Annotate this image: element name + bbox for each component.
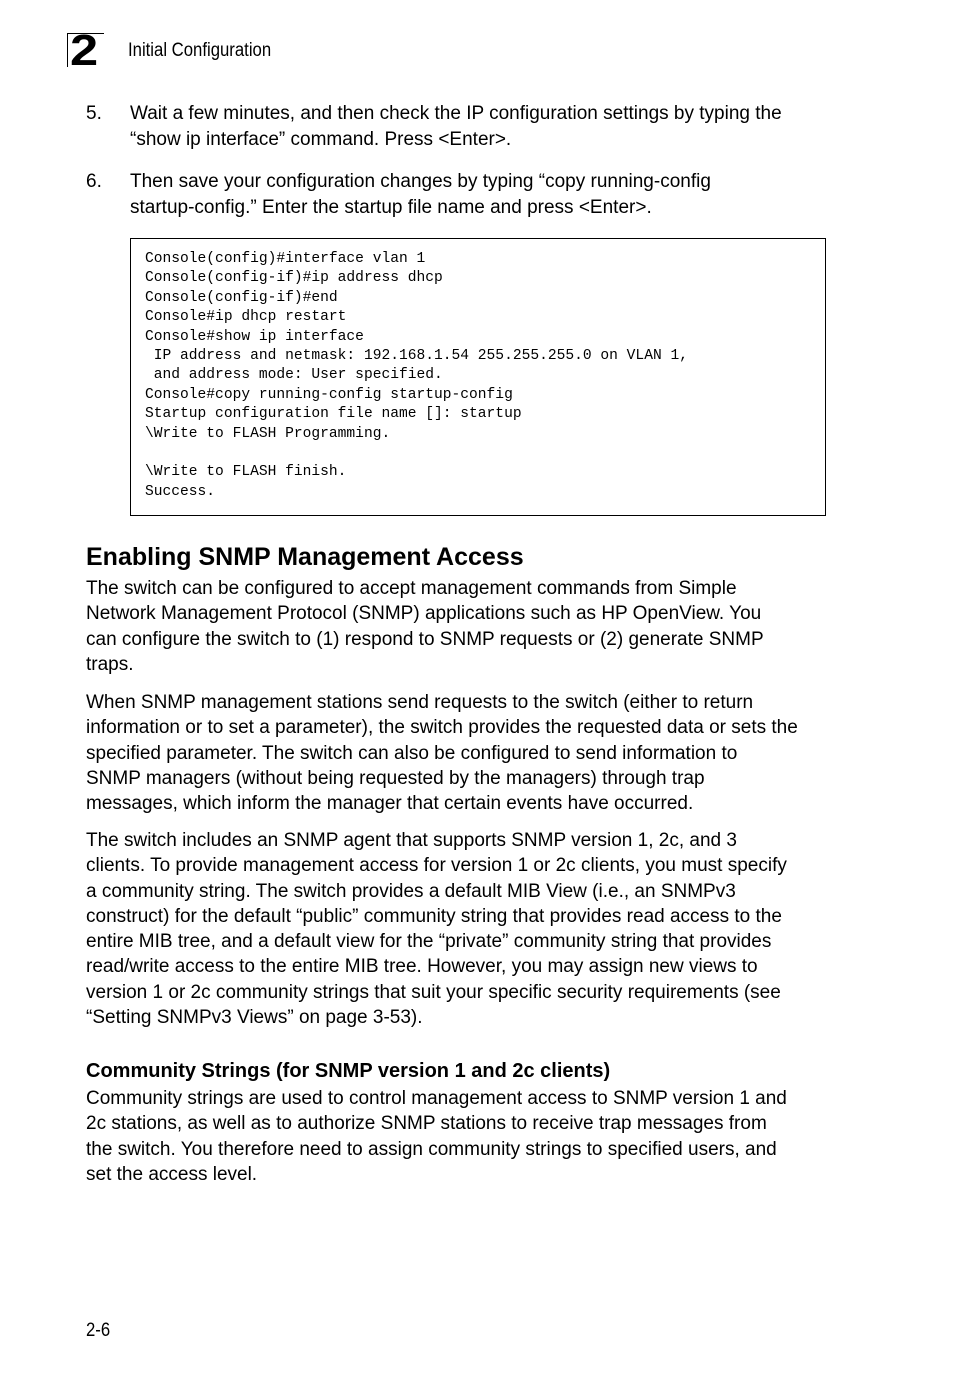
code-line: Console#show ip interface [145, 328, 364, 345]
step-number: 6. [86, 171, 102, 192]
paragraph-line: clients. To provide management access for version 1 or 2c clients, you must specify [86, 855, 787, 877]
paragraph-3 [86, 828, 856, 1030]
subsection-paragraph [86, 1086, 856, 1187]
paragraph-line: 2c stations, as well as to authorize SNMP stations to receive trap messages from [86, 1113, 767, 1135]
code-line: Console#copy running-config startup-config [145, 386, 513, 403]
paragraph-line: traps. [86, 653, 134, 675]
code-line: IP address and netmask: 192.168.1.54 255.255.255.0 on VLAN 1, [145, 347, 688, 364]
code-line: Success. [145, 483, 216, 500]
paragraph-2 [86, 690, 856, 816]
step-5 [86, 101, 846, 152]
paragraph-1 [86, 576, 856, 677]
paragraph-line: Network Management Protocol (SNMP) applications such as HP OpenView. You [86, 603, 762, 625]
paragraph-line: messages, which inform the manager that certain events have occurred. [86, 793, 694, 815]
code-line-blank [145, 444, 825, 463]
code-line: and address mode: User specified. [145, 367, 443, 384]
paragraph-line: the switch. You therefore need to assign community strings to specified users, and [86, 1138, 777, 1160]
code-line: \Write to FLASH finish. [145, 464, 347, 481]
paragraph-line: SNMP managers (without being requested by the managers) through trap [86, 767, 705, 789]
paragraph-line: specified parameter. The switch can also be configured to send information to [86, 742, 738, 764]
step-text-line: Wait a few minutes, and then check the IP configuration settings by typing the [130, 103, 782, 124]
paragraph-line: set the access level. [86, 1163, 258, 1185]
step-text [130, 169, 846, 220]
step-text-line: startup-config.” Enter the startup file name and press <Enter>. [130, 196, 652, 218]
running-title: Initial Configuration [128, 40, 272, 61]
code-line: Console(config-if)#end [145, 289, 338, 306]
code-line: Console(config-if)#ip address dhcp [145, 270, 443, 287]
paragraph-line: The switch can be configured to accept management commands from Simple [86, 578, 737, 599]
paragraph-line: information or to set a parameter), the switch provides the requested data or sets the [86, 717, 798, 739]
paragraph-line: a community string. The switch provides a default MIB View (i.e., an SNMPv3 [86, 880, 736, 902]
paragraph-line: construct) for the default “public” community string that provides read access to the [86, 905, 782, 927]
step-text-line: Then save your configuration changes by typing “copy running-config [130, 171, 711, 192]
step-6 [86, 169, 846, 220]
page-number: 2-6 [86, 1320, 111, 1341]
code-line: Console#ip dhcp restart [145, 309, 347, 326]
chapter-number: 2 [70, 26, 99, 75]
paragraph-line: entire MIB tree, and a default view for the “private” community string that provides [86, 931, 772, 953]
paragraph-line: The switch includes an SNMP agent that supports SNMP version 1, 2c, and 3 [86, 830, 737, 851]
paragraph-line: When SNMP management stations send requests to the switch (either to return [86, 692, 754, 713]
paragraph-line: version 1 or 2c community strings that suit your specific security requirements (see [86, 981, 781, 1003]
subsection-heading: Community Strings (for SNMP version 1 and 2c clients) [86, 1060, 611, 1082]
code-line: \Write to FLASH Programming. [145, 425, 391, 442]
paragraph-line: can configure the switch to (1) respond to SNMP requests or (2) generate SNMP [86, 628, 764, 650]
code-line: Console(config)#interface vlan 1 [145, 251, 426, 267]
section-heading: Enabling SNMP Management Access [86, 543, 524, 571]
step-number: 5. [86, 103, 102, 124]
step-text-line: “show ip interface” command. Press <Enter>. [130, 128, 512, 150]
paragraph-line: “Setting SNMPv3 Views” on page 3-53). [86, 1007, 423, 1029]
paragraph-line: Community strings are used to control management access to SNMP version 1 and [86, 1088, 787, 1109]
paragraph-line: read/write access to the entire MIB tree. However, you may assign new views to [86, 956, 758, 978]
step-text [130, 101, 846, 152]
code-line: Startup configuration file name []: startup [145, 406, 522, 423]
console-example [130, 238, 826, 516]
